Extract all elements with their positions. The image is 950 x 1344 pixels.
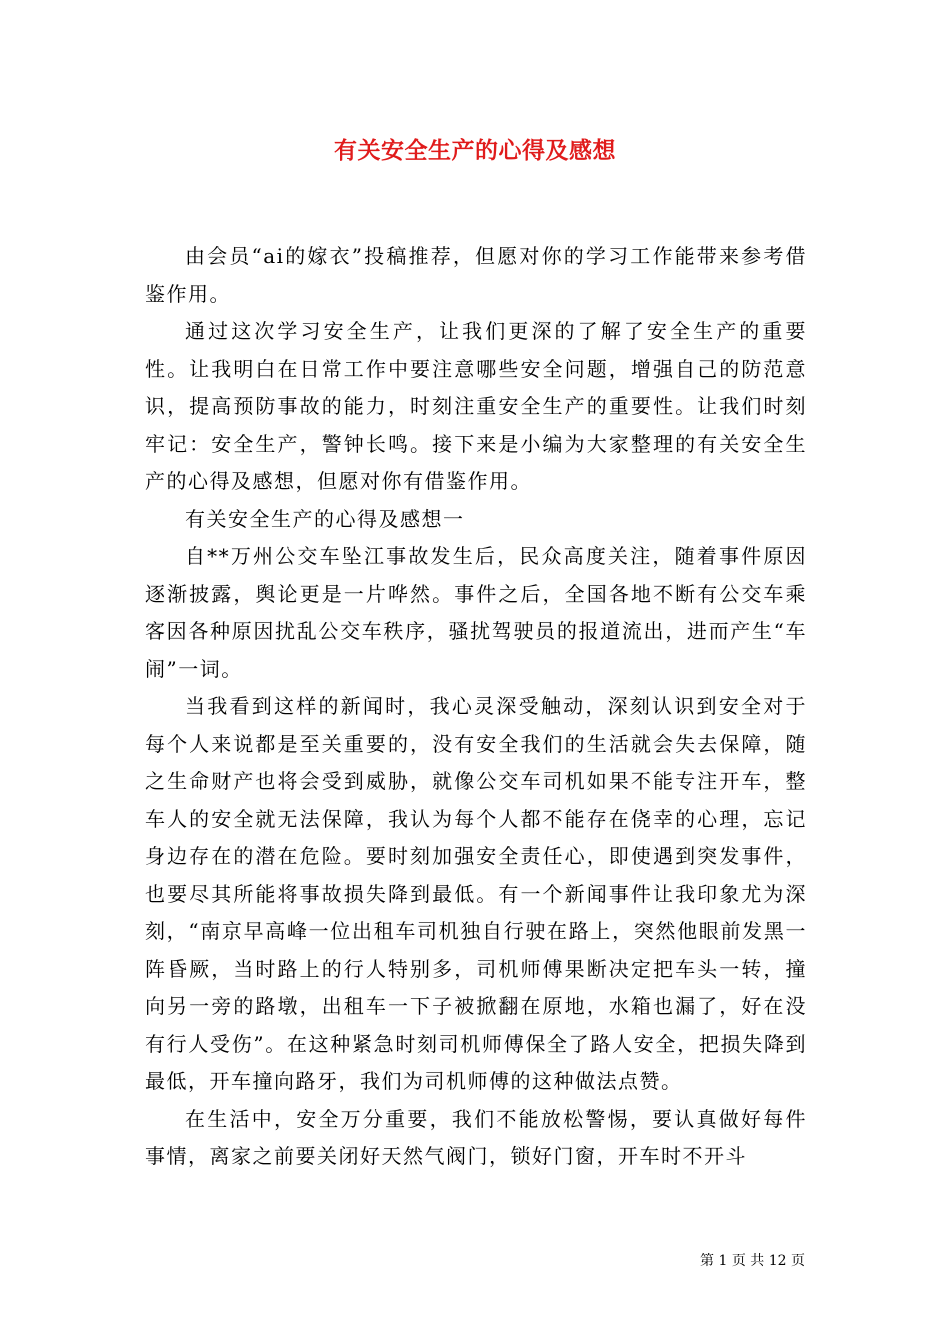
paragraph-intro: 由会员“ai的嫁衣”投稿推荐，但愿对你的学习工作能带来参考借鉴作用。 <box>145 244 807 306</box>
paragraph-daily-life: 在生活中，安全万分重要，我们不能放松警惕，要认真做好每件事情，离家之前要关闭好天然气阀门，锁好门窗，开车时不开斗 <box>145 1106 807 1168</box>
paragraph-reflection: 当我看到这样的新闻时，我心灵深受触动，深刻认识到安全对于每个人来说都是至关重要的，没有安全我们的生活就会失去保障，随之生命财产也将会受到威胁，就像公交车司机如果不能专注开车，整车人的安全就无法保障，我认为每个人都不能存在侥幸的心理，忘记身边存在的潜在危险。要时刻加强安全责任心，即使遇到突发事件，也要尽其所能将事故损失降到最低。有一个新闻事件让我印象尤为深刻，“南京早高峰一位出租车司机独自行驶在路上，突然他眼前发黑一阵昏厥，当时路上的行人特别多，司机师傅果断决定把车头一转，撞向另一旁的路墩，出租车一下子被掀翻在原地，水箱也漏了，好在没有行人受伤”。在这种紧急时刻司机师傅保全了路人安全，把损失降到最低，开车撞向路牙，我们为司机师傅的这种做法点赞。 <box>145 694 807 1093</box>
paragraph-summary: 通过这次学习安全生产，让我们更深的了解了安全生产的重要性。让我明白在日常工作中要注意哪些安全问题，增强自己的防范意识，提高预防事故的能力，时刻注重安全生产的重要性。让我们时刻牢记：安全生产，警钟长鸣。接下来是小编为大家整理的有关安全生产的心得及感想，但愿对你有借鉴作用。 <box>145 319 807 493</box>
paragraph-event: 自**万州公交车坠江事故发生后，民众高度关注，随着事件原因逐渐披露，舆论更是一片哗然。事件之后，全国各地不断有公交车乘客因各种原因扰乱公交车秩序，骚扰驾驶员的报道流出，进而产生“车闹”一词。 <box>145 544 807 681</box>
document-title: 有关安全生产的心得及感想 <box>334 137 616 164</box>
page-number: 第 1 页 共 12 页 <box>700 1253 805 1269</box>
section-heading: 有关安全生产的心得及感想一 <box>185 506 465 531</box>
document-body <box>145 238 807 1176</box>
